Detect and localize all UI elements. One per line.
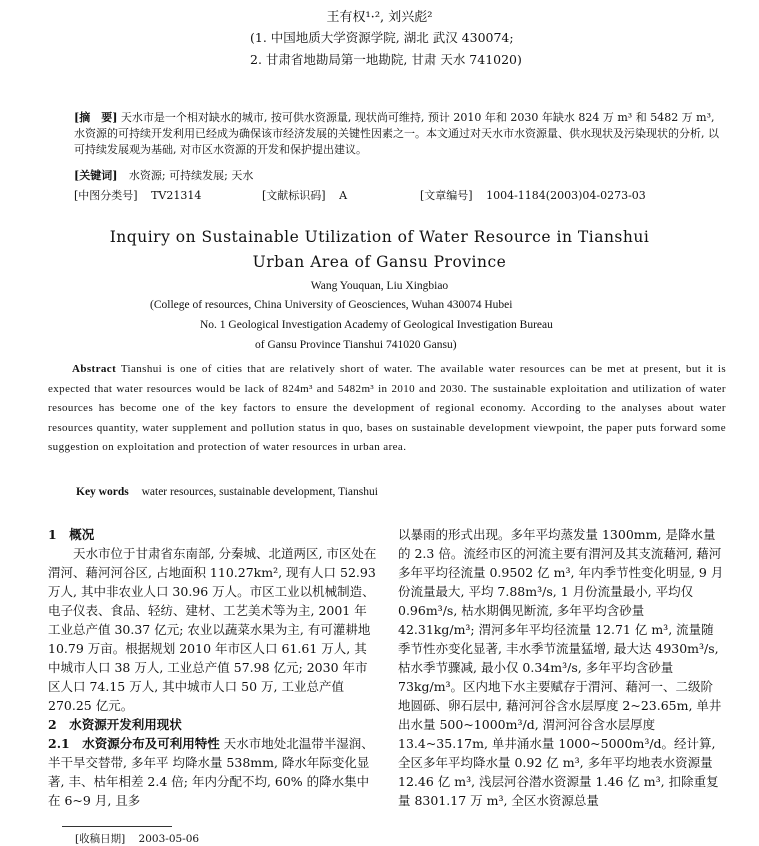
right-column-text: 以暴雨的形式出现。多年平均蒸发量 1300mm, 是降水量的 2.3 倍。流经市区的河流主要有渭河及其支流藉河, 藉河多年平均径流量 0.9502 亿 m³, 年内季节性变化明显, 9 月份流量最大, 平均 7.88m³/s, 1 月份流量最小, 平均仅 0.96m³/s, 枯水期偶见断流, 多年平均含砂量 42.31kg/m³; 渭河多年平均径流量 12.71 亿 m³, 流量随季节性亦变化显著, 丰水季节流量猛增, 最大达 4930m³/s, 枯水季节骤减, 最小仅 0.34m³/s, 多年平均含砂量 73kg/m³。区内地下水主要赋存于渭河、藉河一、二级阶地圆砾、卵石层中, 藉河河谷含水层厚度 2~23.65m, 单井出水量 500~1000m³/d, 渭河河谷含水层厚度 13.4~35.17m, 单井涌水量 1000~5000m³/d。经计算, 全区多年平均降水量 0.92 亿 m³, 多年平均地表水资源量 12.46 亿 m³, 浅层河谷潜水资源量 1.46 亿 m³, 扣除重复量 8301.17 万 m³, 全区水资源总量 bbox=[398, 527, 724, 808]
body-right-column bbox=[398, 525, 724, 810]
doc-code-label: [文献标识码] bbox=[262, 189, 326, 202]
section-2-1-heading: 2.1 水资源分布及可利用特性 bbox=[48, 736, 220, 751]
doc-code-row bbox=[262, 187, 347, 203]
section-2-heading: 2 水资源开发利用现状 bbox=[48, 717, 182, 732]
affiliation-en-1: (College of resources, China University of Geosciences, Wuhan 430074 Hubei bbox=[150, 299, 513, 311]
keywords-en-row bbox=[76, 486, 378, 498]
abstract-en-text: Tianshui is one of cities that are relatively short of water. The available water resources can be met at present, but it is expected that water resources would be lack of 824m³ and 5482m³ in 2010 and 2030. The sustainable exploitation and utilization of water resources has become one of the key factors to ensure the development of regional economy. According to the analyses about water resources quantity, water supplement and pollution status in quo, bases on sustainable development viewpoint, the paper puts forward some suggestion on exploitation and protection of water resources in urban area. bbox=[48, 363, 726, 453]
section-1-text: 天水市位于甘肃省东南部, 分秦城、北道两区, 市区处在渭河、藉河河谷区, 占地面积 110.27km², 现有人口 52.93 万人, 其中非农业人口 30.96 万人。市区工业以机械制造、电子仪表、食品、轻纺、建材、工艺美术等为主, 2001 年工业总产值 30.37 亿元; 农业以蔬菜水果为主, 有可灌耕地 10.79 万亩。根据规划 2010 年市区人口 61.61 万人, 其中城市人口 38 万人, 工业总产值 57.98 亿元; 2030 年市区人口 74.15 万人, 其中城市人口 50 万, 工业总产值 270.25 亿元。 bbox=[48, 546, 377, 713]
keywords-en: water resources, sustainable development, Tianshui bbox=[141, 486, 378, 498]
footnote-rule bbox=[62, 826, 172, 827]
abstract-zh-text: 天水市是一个相对缺水的城市, 按可供水资源量, 现状尚可维持, 预计 2010 年和 2030 年缺水 824 万 m³ 和 5482 万 m³, 水资源的可持续开发利用已经成为确保该市经济发展的关键性因素之一。本文通过对天水市水资源量、供水现状及污染现状的分析, 以可持续发展观为基础, 对市区水资源的开发和保护提出建议。 bbox=[74, 111, 719, 156]
abstract-en bbox=[48, 360, 726, 458]
authors-en: Wang Youquan, Liu Xingbiao bbox=[310, 280, 449, 292]
body-left-column bbox=[48, 525, 378, 810]
received-date-value: 2003-05-06 bbox=[138, 833, 200, 845]
authors-zh: 王有权¹·², 刘兴彪² bbox=[326, 10, 433, 25]
keywords-zh-row bbox=[74, 167, 253, 183]
section-2-1-paragraph bbox=[48, 734, 378, 810]
clc-value: TV21314 bbox=[151, 189, 202, 202]
keywords-en-label: Key words bbox=[76, 486, 129, 498]
article-no-row bbox=[420, 187, 646, 203]
clc-label: [中图分类号] bbox=[74, 189, 138, 202]
section-1-heading: 1 概况 bbox=[48, 527, 95, 542]
keywords-zh-label: [关键词] bbox=[74, 169, 118, 182]
affiliation-2-zh: 2. 甘肃省地勘局第一地勘院, 甘肃 天水 741020) bbox=[250, 52, 522, 67]
affiliation-1-zh: (1. 中国地质大学资源学院, 湖北 武汉 430074; bbox=[250, 30, 514, 45]
clc-row bbox=[74, 187, 201, 203]
section-2-1-text-a: 天水市地处北温带半湿润、半干旱交替带, 多年平 bbox=[48, 736, 374, 770]
keywords-zh: 水资源; 可持续发展; 天水 bbox=[128, 169, 254, 182]
abstract-zh-label: [摘 要] bbox=[74, 111, 118, 124]
affiliation-en-2: No. 1 Geological Investigation Academy of Geological Investigation Bureau bbox=[200, 319, 553, 331]
section-2-1-text-b: 均降水量 538mm, 降水年际变化显著, 丰、枯年相差 2.4 倍; 年内分配不均, 60% 的降水集中在 6~9 月, 且多 bbox=[48, 755, 370, 808]
received-date-label: [收稿日期] bbox=[75, 833, 126, 845]
article-no-value: 1004-1184(2003)04-0273-03 bbox=[486, 189, 646, 202]
affiliation-en-3: of Gansu Province Tianshui 741020 Gansu) bbox=[255, 339, 457, 351]
doc-code-value: A bbox=[339, 189, 348, 202]
article-no-label: [文章编号] bbox=[420, 189, 473, 202]
title-en-line1: Inquiry on Sustainable Utilization of Water Resource in Tianshui bbox=[109, 228, 650, 246]
abstract-en-label: Abstract bbox=[72, 363, 117, 375]
abstract-zh bbox=[74, 110, 724, 158]
title-en-line2: Urban Area of Gansu Province bbox=[252, 253, 507, 271]
